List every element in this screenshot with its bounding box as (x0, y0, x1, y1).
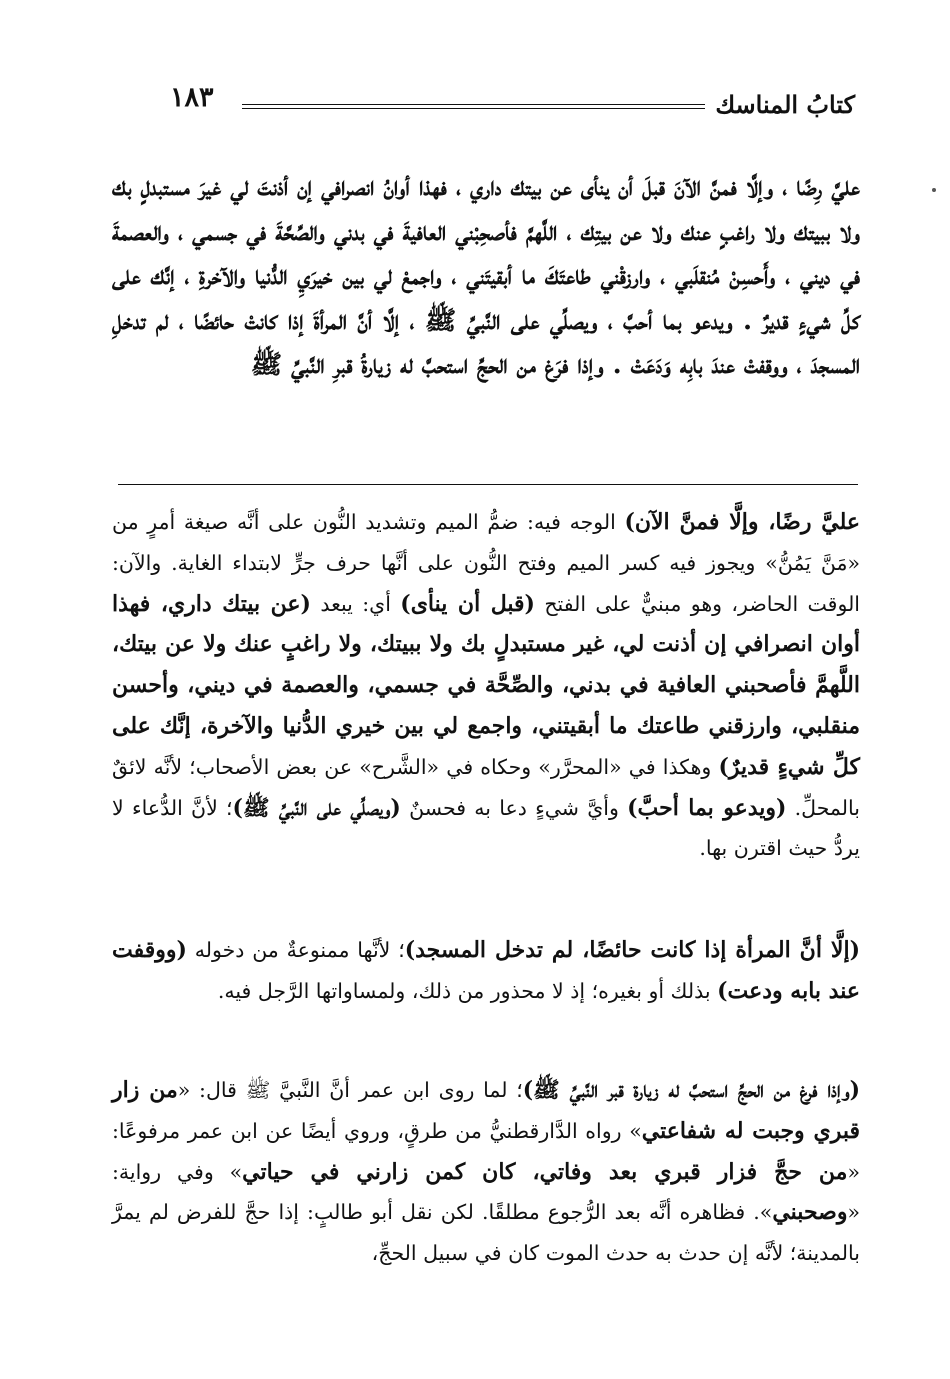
bold-quote-p1-8: (ويصلِّي على النَّبيِّ ﷺ) (232, 794, 401, 821)
header-rule (242, 104, 705, 109)
commentary-paragraph-2 (112, 930, 860, 1012)
commentary-run-p3-3: » رواه الدَّارقطنيُّ من طرقٍ، وروي أيضًا عن ابن عمر مرفوعًا: « (112, 1118, 860, 1184)
bold-quote-p3-0: (وإذا فرغ من الحجِّ استحبَّ له زيارة قبر النَّبيِّ ﷺ) (522, 1077, 860, 1103)
commentary-run-p2-3: بذلك أو بغيره؛ إذ لا محذور من ذلك، ولمساواتها الرَّجل فيه. (217, 978, 718, 1003)
commentary-run-p3-1: ؛ لما روى ابن عمر أنَّ النَّبيَّ ﷺ قال: « (177, 1078, 523, 1102)
commentary-paragraph-1 (112, 502, 860, 869)
commentary-run-p1-7: وأيَّ شيءٍ دعا به فحسنٌ (400, 795, 628, 820)
bold-quote-p1-0: عليَّ رضًا، وإلَّا فمنَّ الآن) (624, 509, 860, 535)
matn-divider (118, 484, 858, 485)
commentary-run-p1-9: ؛ لأنَّ الدُّعاء لا يردُّ حيث اقترن بها. (112, 795, 860, 861)
scan-speck (932, 188, 936, 192)
commentary-paragraph-3 (112, 1070, 860, 1274)
bold-quote-p1-4: (عن بيتك داري، فهذا أوان انصرافي إن أذنت لي، غير مستبدلٍ بك ولا ببيتك، ولا راغبٍ عنك ولا عن بيتك، اللَّهمَّ فأصحبني العافية في بدني، والصِّحَّة في جسمي، والعصمة في ديني، وأحسن منقلبي، وارزقني طاعتك ما أبقيتني، واجمع لي بين خيري الدُّنيا والآخرة، إنَّك على كلِّ شيءٍ قديرٌ) (112, 590, 860, 780)
bold-quote-p1-6: (ويدعو بما أحبَّ) (627, 794, 787, 821)
commentary-run-p3-5: » وفي رواية: « (112, 1159, 860, 1225)
commentary-run-p1-1: الوجه فيه: ضمُّ الميم وتشديد النُّون على أنَّه صيغة أمرٍ من «مَنَّ يَمُنُّ» ويجوز فيه كسر الميم وفتح النُّون على أنَّها حرف جرٍّ لابتداء الغاية. والآن: الوقت الحاضر، وهو مبنيٌّ على الفتح (112, 510, 861, 616)
bold-quote-p3-4: من حجَّ فزار قبري بعد وفاتي، كان كمن زارني في حياتي (242, 1158, 848, 1185)
bold-quote-p2-2: (ووقفت عند بابه ودعت) (112, 937, 860, 1004)
bold-quote-p2-0: (إلَّا أنَّ المرأة إذا كانت حائضًا، لم تدخل المسجد) (404, 937, 860, 963)
commentary-p1 (112, 502, 860, 869)
commentary-run-p3-7: ». فظاهره أنَّه بعد الرُّجوع مطلقًا. لكن نقل أبو طالبٍ: إذا حجَّ للفرض لم يمرَّ بالمدينة؛ لأنَّه إن حدث به حدث الموت كان في سبيل الحجِّ، (112, 1200, 860, 1266)
book-title: كتابُ المناسك (715, 90, 855, 119)
commentary-run-p1-3: أي: يبعد (310, 591, 401, 616)
commentary-run-p1-5: وهكذا في «المحرَّر» وحكاه في «الشَّرح» عن بعض الأصحاب؛ لأنَّه لائقٌ بالمحلِّ. (112, 754, 860, 820)
commentary-p3 (112, 1070, 860, 1274)
page-header (150, 82, 855, 122)
commentary-run-p2-1: ؛ لأنَّها ممنوعةٌ من دخوله (186, 938, 405, 962)
bold-quote-p3-2: من زار قبري وجبت له شفاعتي (112, 1077, 860, 1144)
commentary-p2 (112, 930, 860, 1012)
page-number: ١٨٣ (170, 82, 214, 113)
matn-text: عليَّ رِضًا ، وإلَّا فمنَّ الآنَ قبلَ أن ينأى عن بيتك داري ، فهذا أوانُ انصرافي إن أذنتَ لي غيرَ مستبدلٍ بك ولا ببيتك ولا راغبٍ عنك ولا عن بيتِك ، اللَّهمَّ فأصحِبْني العافيةَ في بدني والصِّحَّةَ في جسمي ، والعصمةَ في ديني ، وأَحسِنْ مُنقلَبي ، وارزقْني طاعتَكَ ما أبقيتَني ، واجمعْ لي بين خيرَيِ الدُّنيا والآخرةِ ، إنَّك على كلِّ شيءٍ قديرٌ . ويدعو بما أحبَّ ، ويصلِّي على النَّبيِّ ﷺ ، إلَّا أنَّ المرأةَ إذا كانتْ حائضًا ، لم تدخلِ المسجدَ ، ووقفتْ عندَ بابِه وَدَعَتْ . وإذا فرَغ من الحجِّ استحبَّ له زيارةُ قبرِ النَّبيِّ ﷺ (112, 172, 860, 380)
bold-quote-p1-2: (قبل أن ينأى) (400, 590, 535, 617)
bold-quote-p3-6: وصحبني (772, 1199, 848, 1226)
